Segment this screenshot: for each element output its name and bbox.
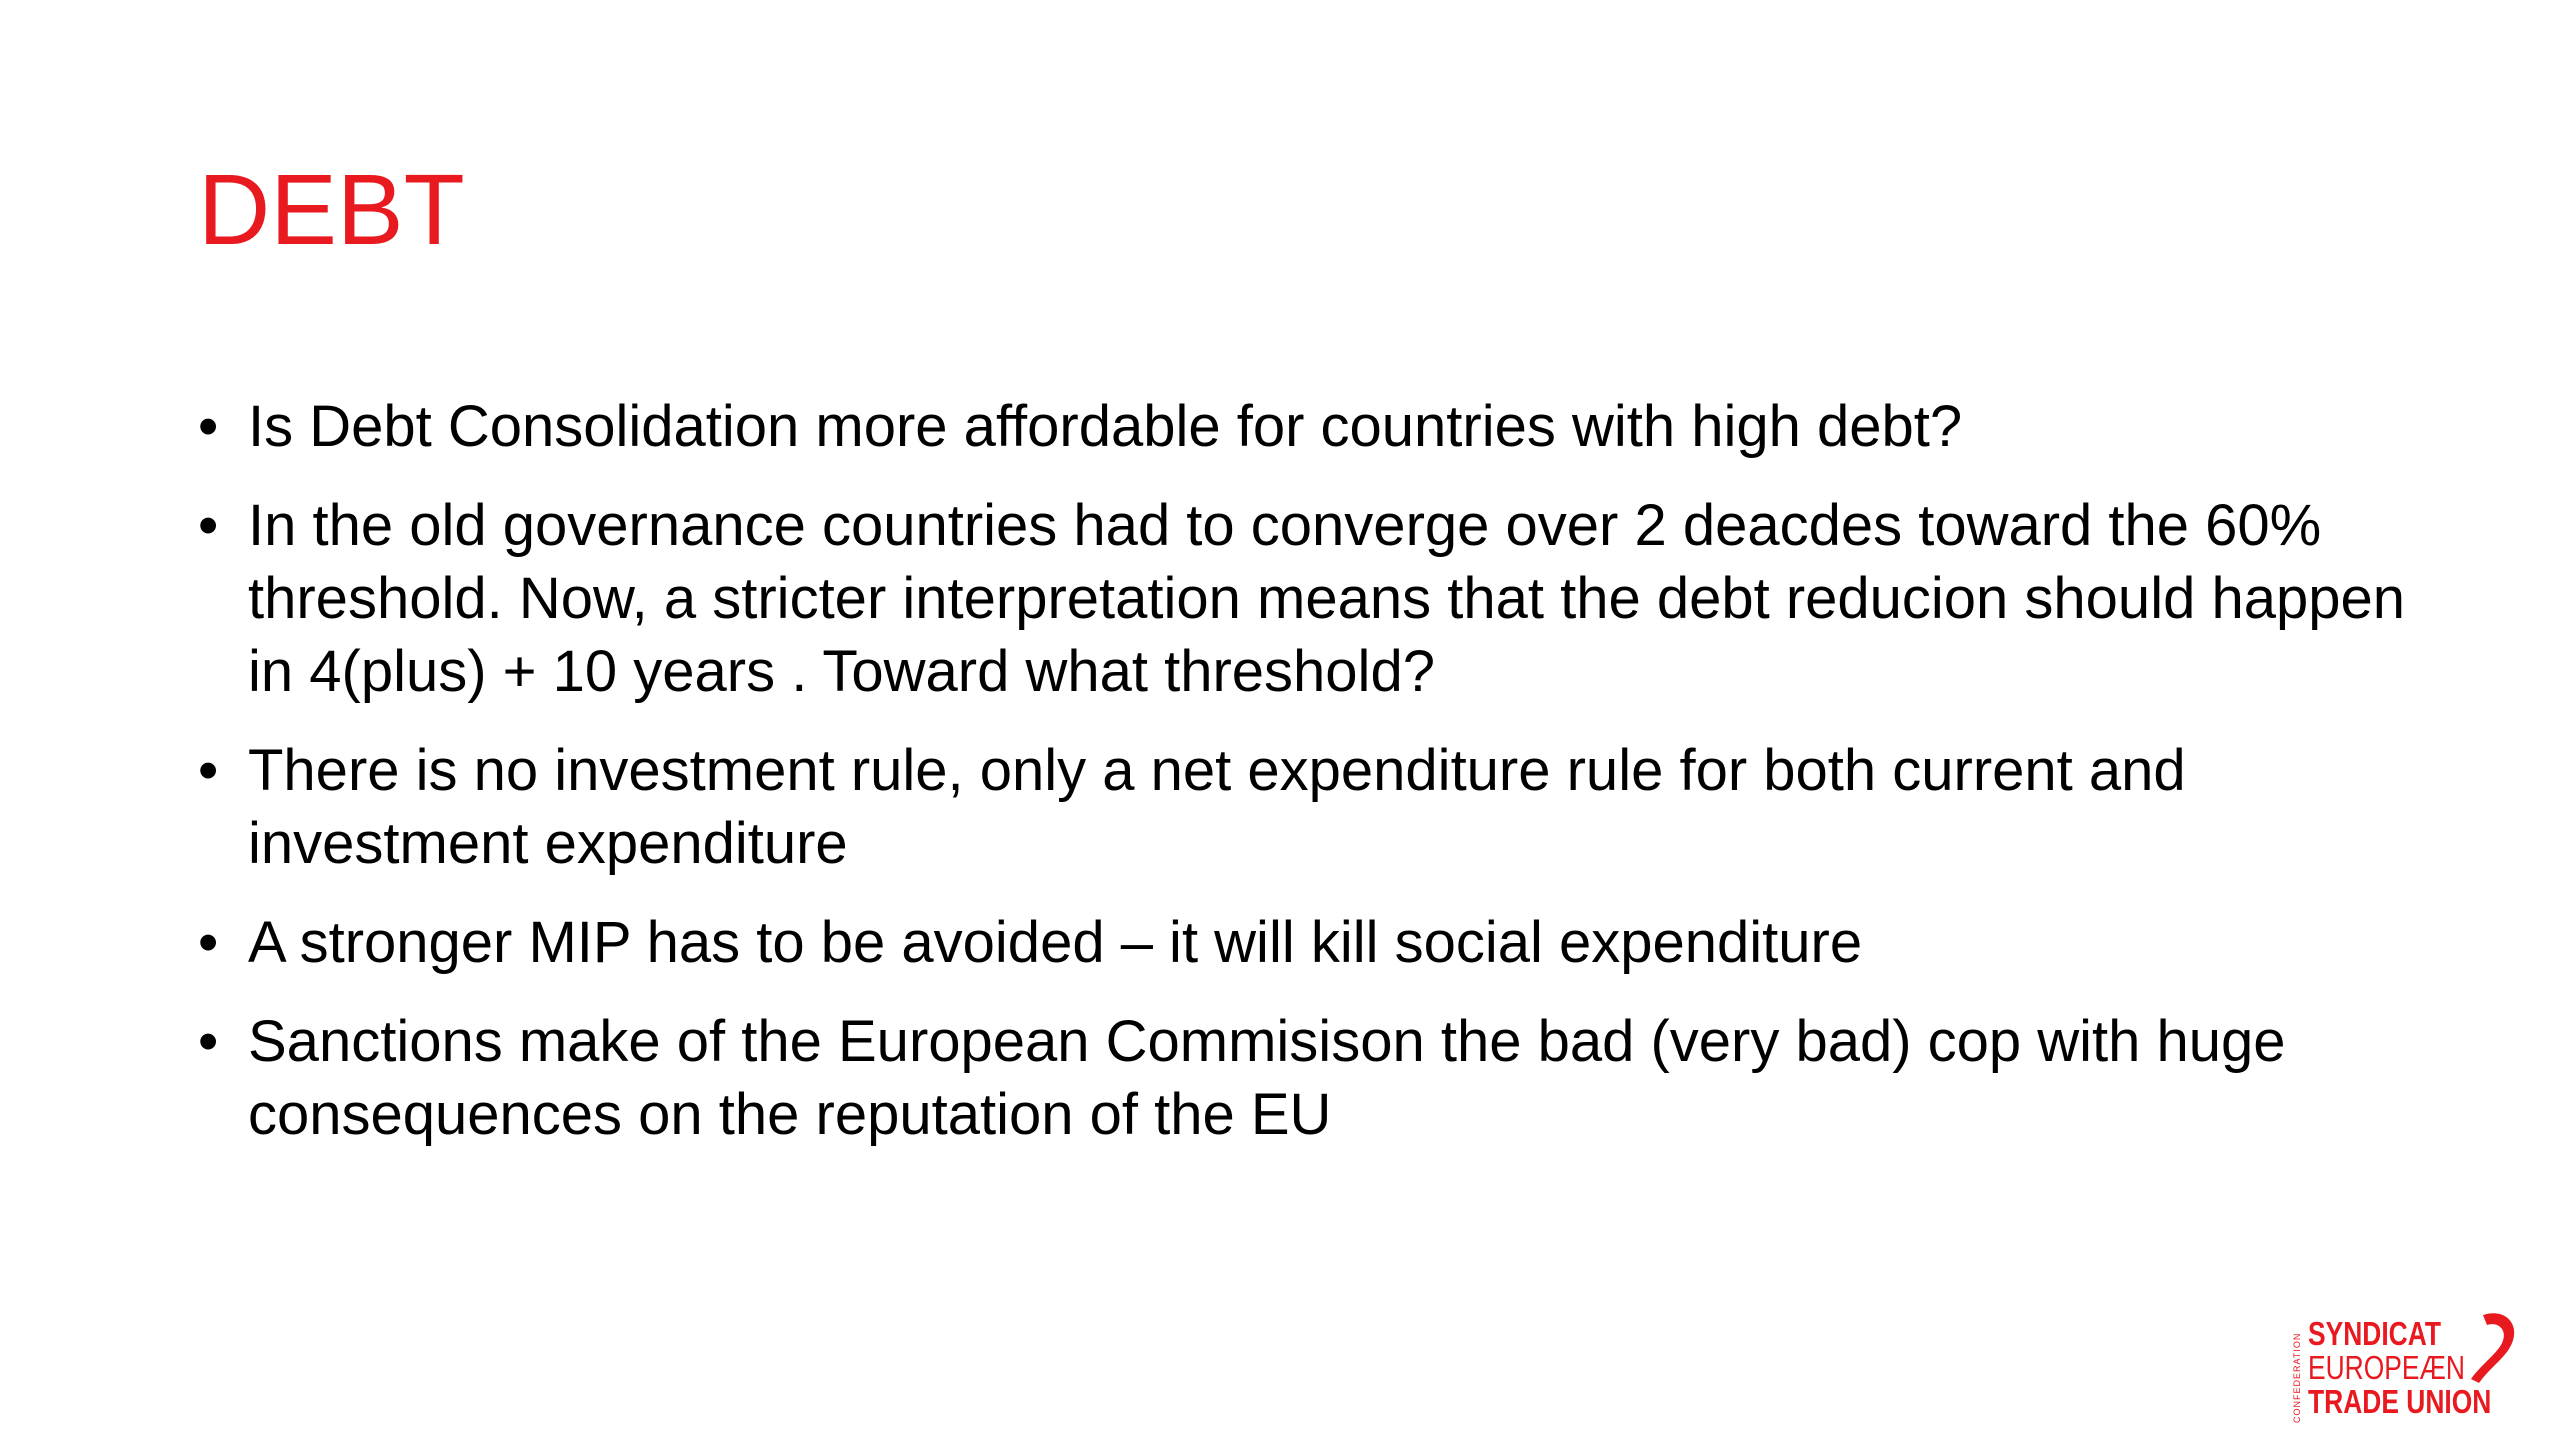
etuc-logo bbox=[2290, 1305, 2530, 1425]
bullet-text: Is Debt Consolidation more affordable for countries with high debt? bbox=[248, 394, 1963, 459]
bullet-dot: • bbox=[198, 493, 219, 558]
bullet-item bbox=[198, 906, 2438, 979]
bullet-list bbox=[198, 390, 2438, 1177]
logo-side-text bbox=[2290, 1319, 2304, 1425]
logo-line-trade-union: TRADE UNION bbox=[2308, 1383, 2492, 1420]
bullet-item bbox=[198, 734, 2438, 880]
bullet-dot: • bbox=[198, 738, 219, 803]
slide-title: DEBT bbox=[198, 154, 465, 266]
logo-swoosh-icon bbox=[2465, 1305, 2525, 1395]
logo-line-europeaen: EUROPEÆN bbox=[2308, 1349, 2465, 1386]
bullet-item bbox=[198, 489, 2438, 708]
bullet-dot: • bbox=[198, 394, 219, 459]
bullet-text: Sanctions make of the European Commisison the bad (very bad) cop with huge consequences on the reputation of the EU bbox=[248, 1009, 2286, 1147]
bullet-text: There is no investment rule, only a net expenditure rule for both current and investment expenditure bbox=[248, 738, 2186, 876]
logo-line-syndicat: SYNDICAT bbox=[2308, 1315, 2441, 1352]
bullet-text: In the old governance countries had to converge over 2 deacdes toward the 60% threshold. Now, a stricter interpretation means that the debt reducion should happen in 4(plus) + 10 years . Toward what threshold? bbox=[248, 493, 2405, 704]
bullet-item bbox=[198, 390, 2438, 463]
bullet-dot: • bbox=[198, 910, 219, 975]
logo-side-label: CONFEDERATION bbox=[2292, 1332, 2302, 1423]
bullet-dot: • bbox=[198, 1009, 219, 1074]
bullet-item bbox=[198, 1005, 2438, 1151]
bullet-text: A stronger MIP has to be avoided – it will kill social expenditure bbox=[248, 910, 1863, 975]
